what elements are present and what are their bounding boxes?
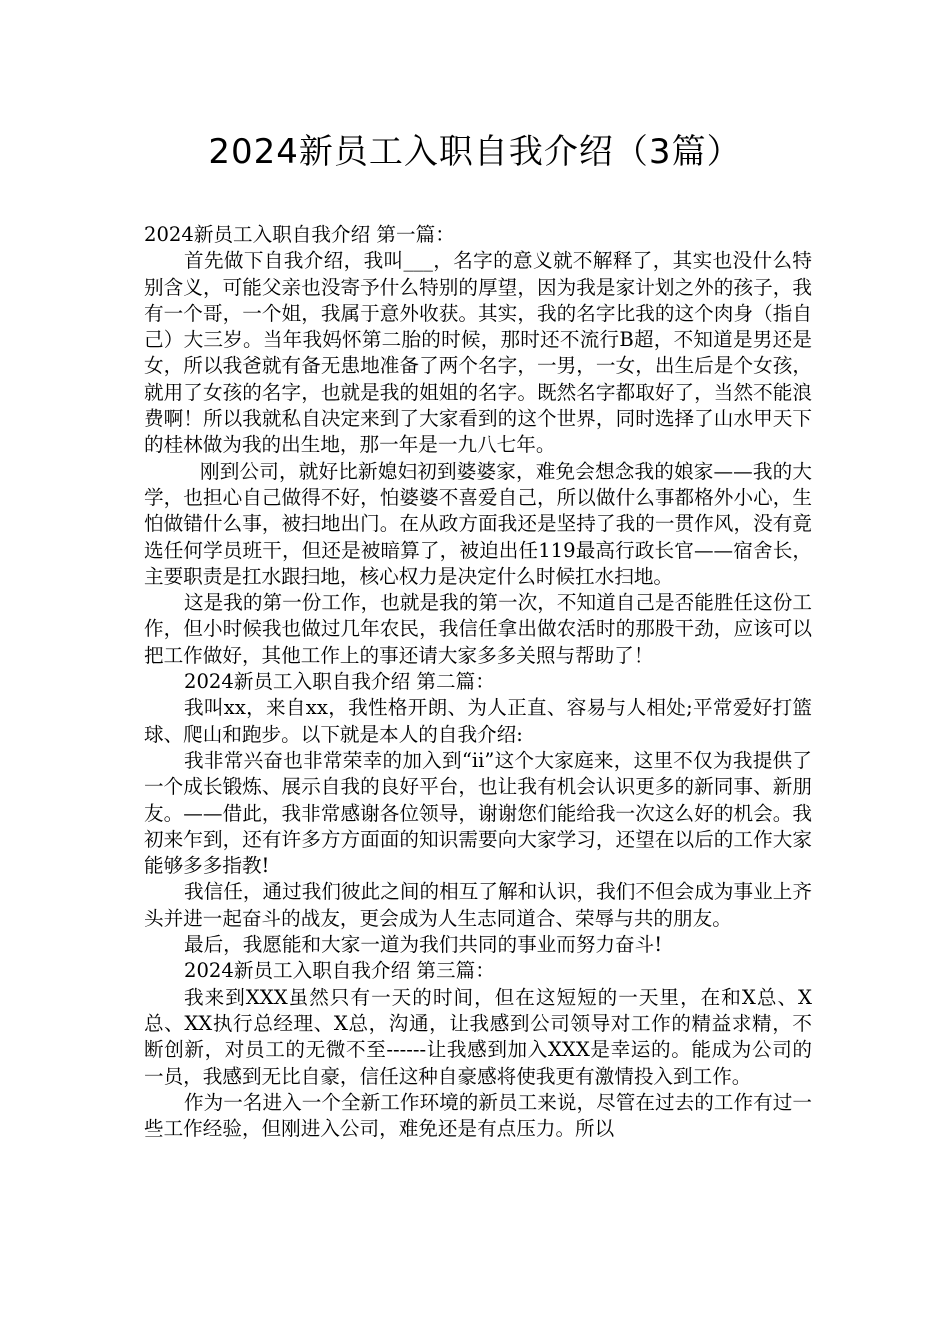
document-body: [144, 222, 812, 1142]
paragraph: 首先做下自我介绍，我叫___，名字的意义就不解释了，其实也没什么特别含义，可能父亲也没寄予什么特别的厚望，因为我是家计划之外的孩子，我有一个哥，一个姐，我属于意外收获。其实，我的名字比我的这个肉身（指自己）大三岁。当年我妈怀第二胎的时候，那时还不流行B超，不知道是男还是女，所以我爸就有备无患地准备了两个名字，一男，一女，出生后是个女孩，就用了女孩的名字，也就是我的姐姐的名字。既然名字都取好了，当然不能浪费啊！所以我就私自决定来到了大家看到的这个世界，同时选择了山水甲天下的桂林做为我的出生地，那一年是一九八七年。: [144, 249, 812, 457]
paragraph: 我来到XXX虽然只有一天的时间，但在这短短的一天里，在和X总、X总、XX执行总经理、X总，沟通，让我感到公司领导对工作的精益求精，不断创新，对员工的无微不至------让我感到加入XXX是幸运的。能成为公司的一员，我感到无比自豪，信任这种自豪感将使我更有激情投入到工作。: [144, 985, 812, 1088]
paragraph: 我叫xx，来自xx，我性格开朗、为人正直、容易与人相处;平常爱好打篮球、爬山和跑步。以下就是本人的自我介绍:: [144, 696, 812, 746]
document-title: 2024新员工入职自我介绍（3篇）: [208, 132, 742, 172]
section-heading-2: 2024新员工入职自我介绍 第二篇：: [184, 670, 495, 694]
section-heading-3: 2024新员工入职自我介绍 第三篇：: [184, 959, 495, 983]
paragraph: 刚到公司，就好比新媳妇初到婆婆家，难免会想念我的娘家——我的大学，也担心自己做得不好，怕婆婆不喜爱自己，所以做什么事都格外小心，生怕做错什么事，被扫地出门。在从政方面我还是坚持了我的一贯作风，没有竟选任何学员班干，但还是被暗算了，被迫出任119最高行政长官——宿舍长，主要职责是扛水跟扫地，核心权力是决定什么时候扛水扫地。: [144, 459, 812, 588]
paragraph: 我信任，通过我们彼此之间的相互了解和认识，我们不但会成为事业上齐头并进一起奋斗的战友，更会成为人生志同道合、荣辱与共的朋友。: [144, 880, 812, 930]
paragraph: 我非常兴奋也非常荣幸的加入到“ii”这个大家庭来，这里不仅为我提供了一个成长锻炼、展示自我的良好平台，也让我有机会认识更多的新同事、新朋友。——借此，我非常感谢各位领导，谢谢您们能给我一次这么好的机会。我初来乍到，还有许多方方面面的知识需要向大家学习，还望在以后的工作大家能够多多指教!: [144, 748, 812, 878]
paragraph: 最后，我愿能和大家一道为我们共同的事业而努力奋斗!: [184, 933, 663, 957]
paragraph: 这是我的第一份工作，也就是我的第一次，不知道自己是否能胜任这份工作，但小时候我也做过几年农民，我信任拿出做农活时的那股干劲，应该可以把工作做好，其他工作上的事还请大家多多关照与帮助了！: [144, 591, 812, 667]
section-heading-1: 2024新员工入职自我介绍 第一篇：: [144, 223, 455, 246]
paragraph: 作为一名进入一个全新工作环境的新员工来说，尽管在过去的工作有过一些工作经验，但刚进入公司，难免还是有点压力。所以: [144, 1090, 812, 1141]
